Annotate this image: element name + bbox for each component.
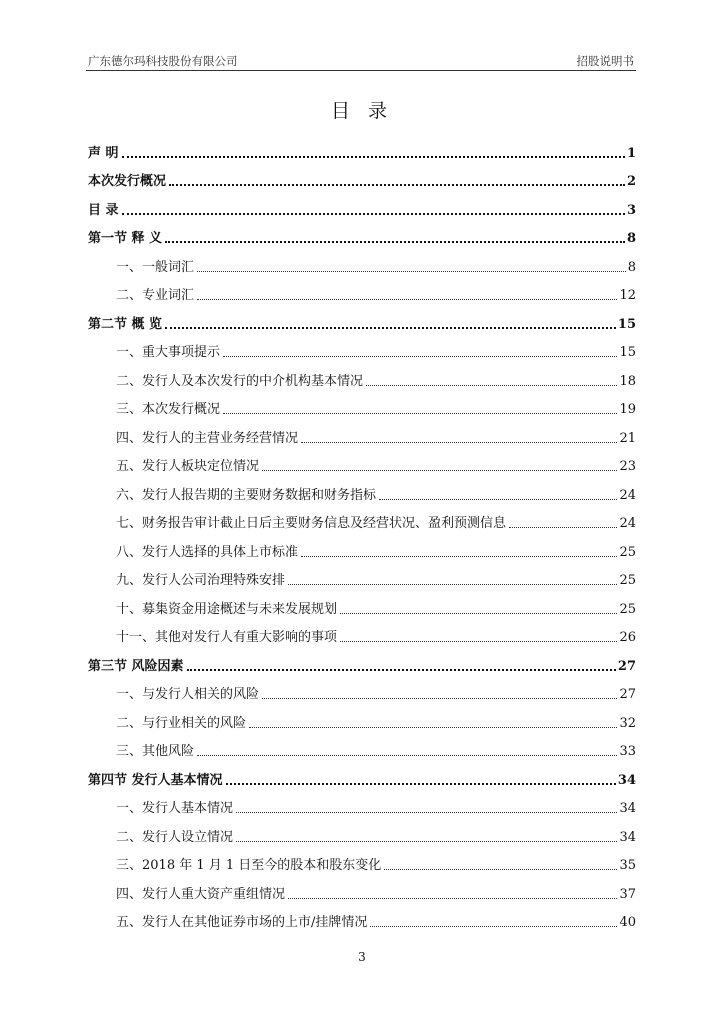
toc-entry-page: 23 <box>619 459 636 474</box>
toc-entry-page: 18 <box>619 373 636 389</box>
toc-entry-label: 第二节 概 览 <box>88 316 163 332</box>
toc-entry-page: 24 <box>619 487 636 503</box>
dot-leader <box>223 356 617 357</box>
toc-section-entry[interactable] <box>88 817 636 846</box>
toc-entry-label: 一、与发行人相关的风险 <box>116 687 260 702</box>
dot-leader <box>197 299 617 300</box>
toc-section-entry[interactable] <box>88 846 636 875</box>
toc-entry-label: 十、募集资金用途概述与未来发展规划 <box>116 601 338 617</box>
dot-leader <box>379 499 617 500</box>
toc-entry-page: 34 <box>619 829 636 845</box>
dot-leader <box>384 869 617 870</box>
toc-chapter-entry[interactable] <box>88 760 636 789</box>
toc-section-entry[interactable] <box>88 618 636 647</box>
dot-leader <box>288 584 617 585</box>
toc-entry-page: 26 <box>619 630 636 645</box>
toc-chapter-entry[interactable] <box>88 133 636 162</box>
dot-leader <box>165 241 625 243</box>
toc-entry-label: 本次发行概况 <box>88 174 167 189</box>
dot-leader <box>370 926 617 927</box>
page-number: 3 <box>358 950 366 964</box>
toc-section-entry[interactable] <box>88 703 636 732</box>
table-of-contents <box>88 133 636 931</box>
dot-leader <box>288 898 617 899</box>
dot-leader <box>122 213 625 215</box>
toc-entry-label: 四、发行人的主营业务经营情况 <box>116 430 299 446</box>
toc-entry-label: 二、专业词汇 <box>116 288 195 303</box>
toc-entry-label: 第一节 释 义 <box>88 231 163 246</box>
toc-entry-page: 1 <box>626 145 636 161</box>
dot-leader <box>223 413 617 414</box>
dot-leader <box>236 812 617 813</box>
toc-section-entry[interactable] <box>88 903 636 932</box>
toc-chapter-entry[interactable] <box>88 304 636 333</box>
toc-entry-page: 25 <box>619 544 636 560</box>
page-header <box>86 50 636 70</box>
toc-section-entry[interactable] <box>88 732 636 761</box>
toc-entry-label: 三、2018 年 1 月 1 日至今的股本和股东变化 <box>116 858 382 873</box>
toc-entry-page: 8 <box>627 259 636 275</box>
dot-leader <box>249 727 617 728</box>
toc-entry-page: 2 <box>626 174 636 189</box>
toc-section-entry[interactable] <box>88 789 636 818</box>
toc-entry-label: 一、一般词汇 <box>116 259 195 275</box>
toc-entry-page: 15 <box>617 316 636 332</box>
toc-entry-label: 十一、其他对发行人有重大影响的事项 <box>116 630 338 645</box>
dot-leader <box>169 184 625 186</box>
toc-entry-label: 二、与行业相关的风险 <box>116 715 247 731</box>
toc-entry-page: 35 <box>619 858 636 873</box>
toc-section-entry[interactable] <box>88 333 636 362</box>
document-type: 招股说明书 <box>576 54 634 68</box>
toc-section-entry[interactable] <box>88 561 636 590</box>
toc-entry-label: 声 明 <box>88 145 119 161</box>
toc-entry-page: 32 <box>619 715 636 731</box>
header-divider <box>86 70 636 71</box>
toc-section-entry[interactable] <box>88 276 636 305</box>
toc-entry-page: 27 <box>619 687 636 702</box>
dot-leader <box>366 385 617 386</box>
toc-entry-label: 九、发行人公司治理特殊安排 <box>116 573 286 588</box>
toc-section-entry[interactable] <box>88 447 636 476</box>
toc-entry-page: 12 <box>619 288 636 303</box>
toc-entry-label: 第三节 风险因素 <box>88 658 184 674</box>
toc-entry-page: 27 <box>617 658 636 674</box>
toc-entry-page: 15 <box>619 345 636 360</box>
toc-section-entry[interactable] <box>88 504 636 533</box>
toc-entry-label: 一、重大事项提示 <box>116 345 221 360</box>
toc-entry-label: 二、发行人设立情况 <box>116 829 234 845</box>
toc-entry-label: 七、财务报告审计截止日后主要财务信息及经营状况、盈利预测信息 <box>116 516 507 531</box>
dot-leader <box>262 470 617 471</box>
toc-entry-page: 37 <box>619 886 636 902</box>
dot-leader <box>187 669 616 671</box>
dot-leader <box>122 156 625 158</box>
dot-leader <box>340 641 617 642</box>
toc-section-entry[interactable] <box>88 675 636 704</box>
dot-leader <box>226 783 616 785</box>
dot-leader <box>197 755 617 756</box>
toc-section-entry[interactable] <box>88 390 636 419</box>
toc-entry-page: 24 <box>619 516 636 531</box>
dot-leader <box>509 527 617 528</box>
toc-entry-page: 8 <box>626 231 636 246</box>
toc-section-entry[interactable] <box>88 874 636 903</box>
toc-entry-page: 19 <box>619 402 636 417</box>
toc-entry-label: 三、本次发行概况 <box>116 402 221 417</box>
toc-entry-page: 25 <box>619 573 636 588</box>
toc-entry-page: 33 <box>619 744 636 759</box>
toc-entry-page: 25 <box>619 601 636 617</box>
toc-entry-label: 一、发行人基本情况 <box>116 801 234 816</box>
dot-leader <box>236 841 617 842</box>
toc-entry-label: 六、发行人报告期的主要财务数据和财务指标 <box>116 487 377 503</box>
company-name: 广东德尔玛科技股份有限公司 <box>88 54 238 68</box>
toc-entry-page: 3 <box>626 202 636 218</box>
dot-leader <box>165 327 616 329</box>
toc-entry-label: 二、发行人及本次发行的中介机构基本情况 <box>116 373 364 389</box>
toc-section-entry[interactable] <box>88 532 636 561</box>
toc-entry-label: 五、发行人在其他证券市场的上市/挂牌情况 <box>116 915 368 930</box>
toc-section-entry[interactable] <box>88 475 636 504</box>
toc-entry-page: 21 <box>619 430 636 446</box>
toc-entry-page: 34 <box>617 772 636 788</box>
toc-section-entry[interactable] <box>88 247 636 276</box>
toc-section-entry[interactable] <box>88 418 636 447</box>
page-title: 目 录 <box>330 100 394 122</box>
toc-section-entry[interactable] <box>88 589 636 618</box>
toc-section-entry[interactable] <box>88 361 636 390</box>
toc-entry-label: 目 录 <box>88 202 119 218</box>
dot-leader <box>301 556 617 557</box>
toc-entry-label: 第四节 发行人基本情况 <box>88 772 223 788</box>
toc-entry-label: 四、发行人重大资产重组情况 <box>116 886 286 902</box>
dot-leader <box>301 442 617 443</box>
toc-chapter-entry[interactable] <box>88 162 636 191</box>
toc-chapter-entry[interactable] <box>88 190 636 219</box>
toc-entry-label: 五、发行人板块定位情况 <box>116 459 260 474</box>
dot-leader <box>262 698 617 699</box>
toc-chapter-entry[interactable] <box>88 219 636 248</box>
toc-chapter-entry[interactable] <box>88 646 636 675</box>
toc-entry-page: 40 <box>619 915 636 930</box>
dot-leader <box>197 271 626 272</box>
toc-entry-label: 八、发行人选择的具体上市标准 <box>116 544 299 560</box>
toc-entry-label: 三、其他风险 <box>116 744 195 759</box>
toc-entry-page: 34 <box>619 801 636 816</box>
dot-leader <box>340 613 617 614</box>
